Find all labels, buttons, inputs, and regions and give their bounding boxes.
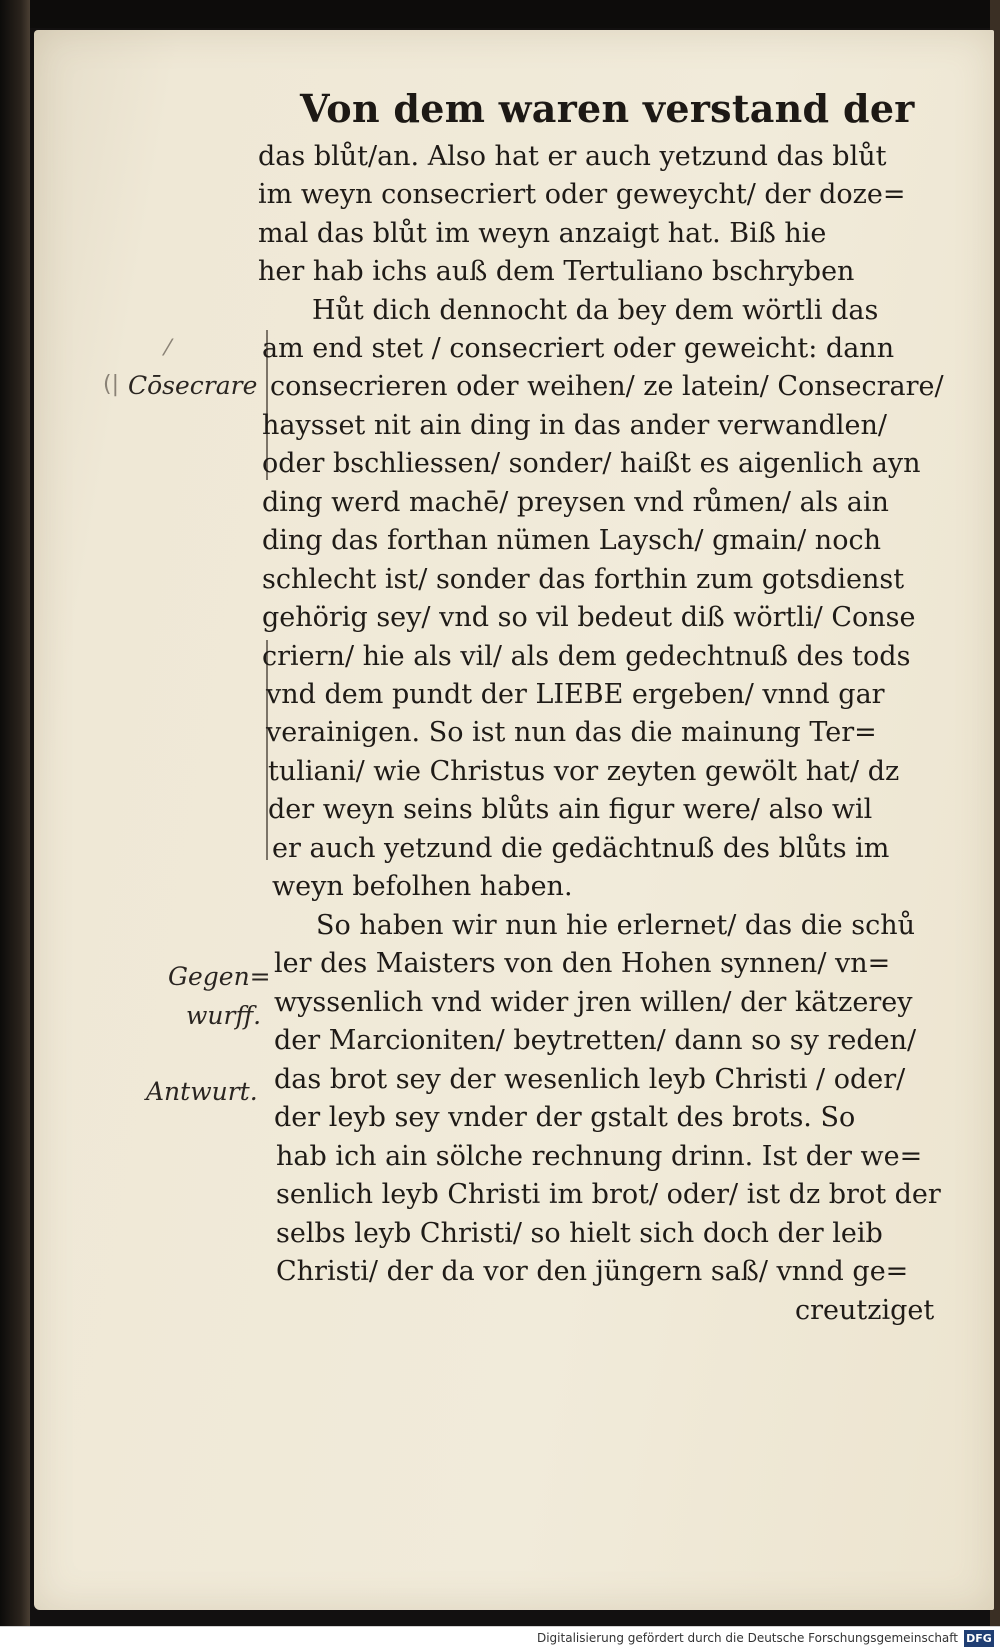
footer-credit: Digitalisierung gefördert durch die Deutsche Forschungsgemeinschaft xyxy=(536,1631,958,1645)
text-line: selbs leyb Christi/ so hielt sich doch der leib xyxy=(276,1218,883,1249)
margin-note-gegen: Gegen= xyxy=(168,962,271,991)
text-line: gehörig sey/ vnd so vil bedeut diß wörtli/ Conse xyxy=(262,602,916,633)
text-line: er auch yetzund die gedächtnuß des blůts im xyxy=(272,833,890,864)
pencil-mark-bracket: (| xyxy=(103,372,119,397)
scan-top-edge xyxy=(0,0,1000,28)
pencil-mark-tick: ⁄ xyxy=(166,336,170,361)
book-binding xyxy=(0,0,30,1651)
text-line: ding das forthan nümen Laysch/ gmain/ noch xyxy=(262,525,881,556)
text-line: mal das blůt im weyn anzaigt hat. Biß hie xyxy=(258,218,827,249)
catchword: creutziget xyxy=(795,1295,935,1326)
text-line: oder bschliessen/ sonder/ haißt es aigenlich ayn xyxy=(262,448,921,479)
dfg-logo: DFG xyxy=(964,1630,994,1647)
text-line: ding werd machē/ preysen vnd růmen/ als ain xyxy=(262,487,889,518)
text-line: der leyb sey vnder der gstalt des brots. So xyxy=(274,1102,856,1133)
text-line: consecrieren oder weihen/ ze latein/ Consecrare/ xyxy=(270,371,944,402)
margin-note-antwurt: Antwurt. xyxy=(146,1077,258,1106)
text-line: vnd dem pundt der LIEBE ergeben/ vnnd gar xyxy=(266,679,885,710)
text-line: das brot sey der wesenlich leyb Christi / oder/ xyxy=(274,1064,906,1095)
text-line: tuliani/ wie Christus vor zeyten gewölt hat/ dz xyxy=(268,756,900,787)
text-line: So haben wir nun hie erlernet/ das die schů xyxy=(316,910,915,941)
margin-note-consecrare: Cōsecrare xyxy=(128,371,258,400)
text-line: criern/ hie als vil/ als dem gedechtnuß des tods xyxy=(262,641,911,672)
running-heading: Von dem waren verstand der xyxy=(300,86,915,131)
text-line: ler des Maisters von den Hohen synnen/ vn= xyxy=(274,948,891,979)
text-line: senlich leyb Christi im brot/ oder/ ist dz brot der xyxy=(276,1179,941,1210)
text-line: Christi/ der da vor den jüngern saß/ vnnd ge= xyxy=(276,1256,909,1287)
footer-bar xyxy=(0,1626,1000,1651)
text-line: verainigen. So ist nun das die mainung Ter= xyxy=(266,717,877,748)
text-line: im weyn consecriert oder geweycht/ der doze= xyxy=(258,179,906,210)
margin-note-wurff: wurff. xyxy=(186,1001,262,1030)
text-line: her hab ichs auß dem Tertuliano bschryben xyxy=(258,256,855,287)
text-line: haysset nit ain ding in das ander verwandlen/ xyxy=(262,410,887,441)
text-line: Hůt dich dennocht da bey dem wörtli das xyxy=(312,295,879,326)
text-line: schlecht ist/ sonder das forthin zum gotsdienst xyxy=(262,564,905,595)
text-line: wyssenlich vnd wider jren willen/ der kätzerey xyxy=(274,987,913,1018)
text-line: am end stet / consecriert oder geweicht: dann xyxy=(262,333,895,364)
text-line: weyn befolhen haben. xyxy=(272,871,573,902)
text-line: hab ich ain sölche rechnung drinn. Ist der we= xyxy=(276,1141,923,1172)
text-line: der Marcioniten/ beytretten/ dann so sy reden/ xyxy=(274,1025,917,1056)
text-line: das blůt/an. Also hat er auch yetzund das blůt xyxy=(258,141,887,172)
text-line: der weyn seins blůts ain figur were/ also wil xyxy=(268,794,873,825)
